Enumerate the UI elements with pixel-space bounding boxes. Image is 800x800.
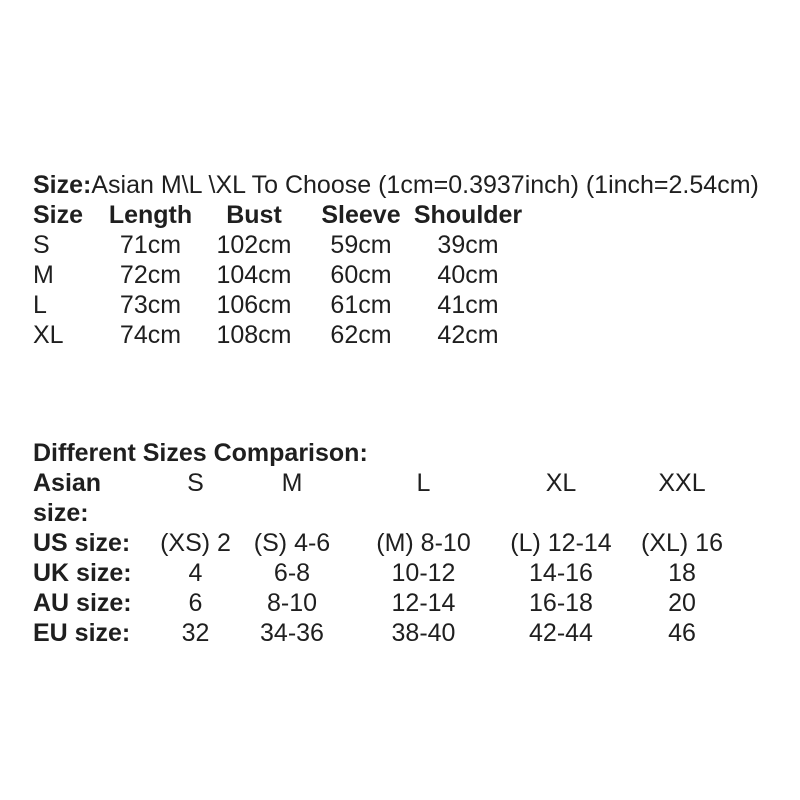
cell-eu-l: 38-40: [391, 619, 456, 647]
comparison-row-us: [33, 528, 759, 558]
row-label-uk: UK size:: [33, 559, 132, 587]
cell-sleeve: 59cm: [330, 231, 392, 259]
cell-asian-xxl: XXL: [658, 469, 706, 497]
cell-uk-m: 6-8: [273, 559, 311, 587]
table-row-m: [33, 260, 759, 290]
cell-au-s: 6: [188, 589, 203, 617]
cell-eu-xl: 42-44: [529, 619, 593, 647]
cell-us-xxl: (XL) 16: [641, 529, 723, 557]
cell-length: 71cm: [119, 231, 182, 259]
cell-size: XL: [33, 321, 64, 349]
cell-eu-m: 34-36: [260, 619, 324, 647]
row-label-au: AU size:: [33, 589, 132, 617]
cell-uk-xl: 14-16: [529, 559, 593, 587]
table-row-s: [33, 230, 759, 260]
size-intro-label: Size:: [33, 171, 92, 199]
cell-sleeve: 60cm: [330, 261, 392, 289]
measurement-header-row: [33, 200, 759, 230]
size-intro-line: [33, 170, 759, 200]
cell-shoulder: 39cm: [437, 231, 499, 259]
cell-bust: 106cm: [216, 291, 292, 319]
row-label-eu: EU size:: [33, 619, 131, 647]
row-label-asian: Asian size:: [33, 469, 102, 527]
cell-au-xl: 16-18: [529, 589, 593, 617]
cell-shoulder: 40cm: [437, 261, 499, 289]
comparison-row-au: [33, 588, 759, 618]
comparison-row-uk: [33, 558, 759, 588]
cell-au-m: 8-10: [266, 589, 318, 617]
cell-shoulder: 42cm: [437, 321, 499, 349]
cell-asian-m: M: [281, 469, 303, 497]
table-row-l: [33, 290, 759, 320]
comparison-row-eu: [33, 618, 759, 648]
header-sleeve: Sleeve: [321, 201, 401, 229]
cell-au-xxl: 20: [668, 589, 696, 617]
cell-us-m: (S) 4-6: [253, 529, 331, 557]
cell-uk-l: 10-12: [391, 559, 456, 587]
header-size: Size: [33, 201, 84, 229]
header-shoulder: Shoulder: [413, 201, 523, 229]
cell-uk-xxl: 18: [668, 559, 696, 587]
comparison-row-asian: [33, 468, 759, 528]
cell-asian-xl: XL: [545, 469, 577, 497]
cell-asian-s: S: [187, 469, 204, 497]
size-chart-sheet: [33, 170, 759, 648]
cell-us-l: (M) 8-10: [376, 529, 471, 557]
cell-length: 74cm: [119, 321, 182, 349]
cell-sleeve: 61cm: [330, 291, 392, 319]
cell-shoulder: 41cm: [437, 291, 499, 319]
section-gap: [33, 350, 759, 438]
cell-size: L: [33, 291, 47, 319]
cell-us-s: (XS) 2: [160, 529, 231, 557]
cell-uk-s: 4: [188, 559, 203, 587]
row-label-us: US size:: [33, 529, 131, 557]
cell-size: M: [33, 261, 54, 289]
cell-sleeve: 62cm: [330, 321, 392, 349]
header-length: Length: [108, 201, 193, 229]
cell-us-xl: (L) 12-14: [510, 529, 612, 557]
cell-bust: 104cm: [216, 261, 292, 289]
cell-au-l: 12-14: [391, 589, 456, 617]
size-intro-text: Asian M\L \XL To Choose (1cm=0.3937inch) (1inch=2.54cm): [91, 171, 759, 199]
comparison-title: Different Sizes Comparison:: [33, 439, 368, 467]
cell-bust: 102cm: [216, 231, 292, 259]
cell-eu-s: 32: [181, 619, 210, 647]
cell-eu-xxl: 46: [668, 619, 696, 647]
cell-length: 72cm: [119, 261, 182, 289]
table-row-xl: [33, 320, 759, 350]
cell-length: 73cm: [119, 291, 182, 319]
size-comparison-table: [33, 438, 759, 648]
measurement-table: [33, 200, 759, 350]
header-bust: Bust: [226, 201, 282, 229]
cell-bust: 108cm: [216, 321, 292, 349]
cell-asian-l: L: [416, 469, 431, 497]
cell-size: S: [33, 231, 50, 259]
